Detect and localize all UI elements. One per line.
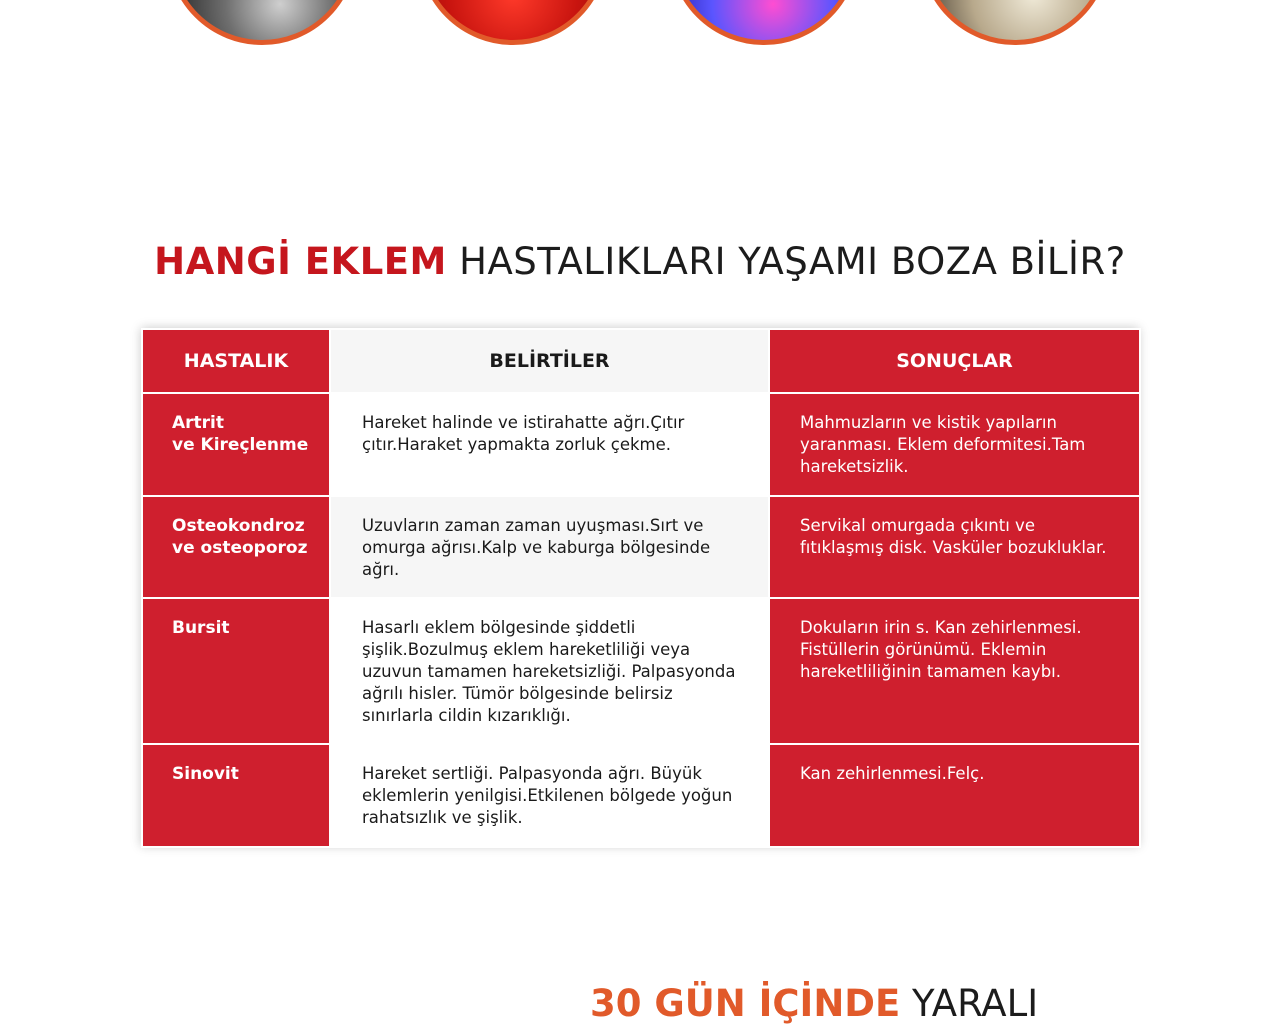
disease-symptoms: Uzuvların zaman zaman uyuşması.Sırt ve omurga ağrısı.Kalp ve kaburga bölgesinde ağrı. [330,496,769,598]
heading-accent: HANGİ EKLEM [154,240,447,283]
next-heading-rest: YARALI [900,982,1039,1025]
disease-name-line: Osteokondroz [172,516,305,536]
section-heading [0,240,1280,283]
table-row [142,393,1140,496]
disease-name [142,393,330,496]
header-disease: HASTALIK [142,329,330,393]
table-header-row [142,329,1140,393]
disease-symptoms: Hareket halinde ve istirahatte ağrı.Çıtır çıtır.Haraket yapmakta zorluk çekme. [330,393,769,496]
disease-results: Dokuların irin s. Kan zehirlenmesi. Fistüllerin görünümü. Eklemin hareketliliğinin tamamen kaybı. [769,598,1140,744]
disease-results: Kan zehirlenmesi.Felç. [769,744,1140,847]
disease-symptoms: Hasarlı eklem bölgesinde şiddetli şişlik.Bozulmuş eklem hareketliliği veya uzuvun tamamen hareketsizliği. Palpasyonda ağrılı hisler. Tümör bölgesinde belirsiz sınırlarla cildin kızarıklığı. [330,598,769,744]
spine-scan-image [669,0,859,45]
disease-results: Servikal omurgada çıkıntı ve fıtıklaşmış disk. Vasküler bozukluklar. [769,496,1140,598]
joint-xray-image [167,0,357,45]
next-section-heading [590,982,1038,1025]
joint-pain-image [418,0,608,45]
disease-name-line: Artrit [172,413,225,433]
disease-name-line: ve Kireçlenme [172,435,309,455]
diseases-table [141,328,1141,848]
disease-name [142,744,330,847]
heading-rest: HASTALIKLARI YAŞAMI BOZA BİLİR? [446,240,1126,283]
disease-name-line: Sinovit [172,764,239,784]
disease-name [142,598,330,744]
disease-name-line: Bursit [172,618,230,638]
header-symptoms: BELİRTİLER [330,329,769,393]
disease-name-line: ve osteoporoz [172,538,308,558]
disease-results: Mahmuzların ve kistik yapıların yaranması. Eklem deformitesi.Tam hareketsizlik. [769,393,1140,496]
disease-name [142,496,330,598]
diseases-table-card [141,328,1139,846]
disease-symptoms: Hareket sertliği. Palpasyonda ağrı. Büyük eklemlerin yenilgisi.Etkilenen bölgede yoğun rahatsızlık ve şişlik. [330,744,769,847]
next-heading-accent: 30 GÜN İÇİNDE [590,982,901,1025]
table-row [142,598,1140,744]
table-row [142,496,1140,598]
header-results: SONUÇLAR [769,329,1140,393]
joint-bone-image [920,0,1110,45]
table-row [142,744,1140,847]
